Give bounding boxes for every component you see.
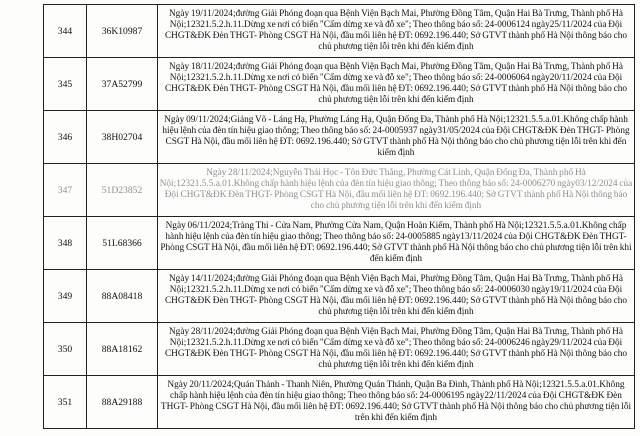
table-row — [44, 323, 635, 376]
violation-description: Ngày 19/11/2024;đường Giải Phóng đoạn qua Bệnh Viện Bạch Mai, Phường Đồng Tâm, Quận Hai Bà Trưng, Thành phố Hà Nội;12321.5.2.h.11.Dừng xe nơi có biển "Cấm dừng xe và đỗ xe"; Theo thông báo số: 24-0006124 ngày25/11/2024 của Đội CHGT&ĐK Đèn THGT- Phòng CSGT Hà Nội, đầu mối liên hệ ĐT: 0692.196.440; Sở GTVT thành phố Hà Nội thông báo cho chủ phương tiện lỗi trên khi đến kiểm định — [158, 5, 635, 58]
violation-description: Ngày 20/11/2024;Quán Thánh - Thanh Niên, Phường Quán Thánh, Quận Ba Đình, Thành phố Hà Nội;12321.5.5.a.01.Không chấp hành hiệu lệnh của đèn tín hiệu giao thông; Theo thông báo số: 24-0006195 ngày22/11/2024 của Đội CHGT&ĐK Đèn THGT- Phòng CSGT Hà Nội, đầu mối liên hệ ĐT: 0692.196.440; Sở GTVT thành phố Hà Nội thông báo cho chủ phương tiện lỗi trên khi đến kiểm định — [158, 376, 635, 429]
violation-description: Ngày 28/11/2024;Nguyễn Thái Học - Tôn Đức Thắng, Phường Cát Linh, Quận Đống Đa, Thành phố Hà Nội;12321.5.5.a.01.Không chấp hành hiệu lệnh của đèn tín hiệu giao thông; Theo thông báo số: 24-0006270 ngày03/12/2024 của Đội CHGT&ĐK Đèn THGT- Phòng CSGT Hà Nội, đầu mối liên hệ ĐT: 0692.196.440; Sở GTVT thành phố Hà Nội thông báo cho chủ phương tiện lỗi trên khi đến kiểm định — [158, 164, 635, 217]
table-row — [44, 5, 635, 58]
row-number: 348 — [44, 217, 87, 270]
table-row — [44, 270, 635, 323]
violation-description: Ngày 18/11/2024;đường Giải Phóng đoạn qua Bệnh Viện Bạch Mai, Phường Đồng Tâm, Quận Hai Bà Trưng, Thành phố Hà Nội;12321.5.2.h.11.Dừng xe nơi có biển "Cấm dừng xe và đỗ xe"; Theo thông báo số: 24-0006064 ngày20/11/2024 của Đội CHGT&ĐK Đèn THGT- Phòng CSGT Hà Nội, đầu mối liên hệ ĐT: 0692.196.440; Sở GTVT thành phố Hà Nội thông báo cho chủ phương tiện lỗi trên khi đến kiểm định — [158, 58, 635, 111]
violation-description: Ngày 28/11/2024;đường Giải Phóng đoạn qua Bệnh Viện Bạch Mai, Phường Đồng Tâm, Quận Hai Bà Trưng, Thành phố Hà Nội;12321.5.2.h.11.Dừng xe nơi có biển "Cấm dừng xe và đỗ xe"; Theo thông báo số: 24-0006246 ngày29/11/2024 của Đội CHGT&ĐK Đèn THGT- Phòng CSGT Hà Nội, đầu mối liên hệ ĐT: 0692.196.440; Sở GTVT thành phố Hà Nội thông báo cho chủ phương tiện lỗi trên khi đến kiểm định — [158, 323, 635, 376]
table-row — [44, 376, 635, 429]
violation-description: Ngày 09/11/2024;Giảng Võ - Láng Hạ, Phường Láng Hạ, Quận Đống Đa, Thành phố Hà Nội;12321.5.5.a.01.Không chấp hành hiệu lệnh của đèn tín hiệu giao thông; Theo thông báo số: 24-0005937 ngày31/05/2024 của Đội CHGT&ĐK Đèn THGT- Phòng CSGT Hà Nội, đầu mối liên hệ ĐT: 0692.196.440; Sở GTVT thành phố Hà Nội thông báo cho chủ phương tiện lỗi trên khi đến kiểm định — [158, 111, 635, 164]
table-row — [44, 111, 635, 164]
license-plate: 51D23852 — [87, 164, 158, 217]
table-row — [44, 58, 635, 111]
row-number: 349 — [44, 270, 87, 323]
license-plate: 88A18162 — [87, 323, 158, 376]
violation-description: Ngày 14/11/2024;đường Giải Phóng đoạn qua Bệnh Viện Bạch Mai, Phường Đồng Tâm, Quận Hai Bà Trưng, Thành phố Hà Nội;12321.5.2.h.11.Dừng xe nơi có biển "Cấm dừng xe và đỗ xe"; Theo thông báo số: 24-0006030 ngày19/11/2024 của Đội CHGT&ĐK Đèn THGT- Phòng CSGT Hà Nội, đầu mối liên hệ ĐT: 0692.196.440; Sở GTVT thành phố Hà Nội thông báo cho chủ phương tiện lỗi trên khi đến kiểm định — [158, 270, 635, 323]
license-plate: 88A29188 — [87, 376, 158, 429]
license-plate: 38H02704 — [87, 111, 158, 164]
license-plate: 36K10987 — [87, 5, 158, 58]
table-row — [44, 164, 635, 217]
row-number: 351 — [44, 376, 87, 429]
license-plate: 37A52799 — [87, 58, 158, 111]
row-number: 347 — [44, 164, 87, 217]
row-number: 346 — [44, 111, 87, 164]
violations-table-body — [44, 5, 635, 429]
license-plate: 88A08418 — [87, 270, 158, 323]
row-number: 345 — [44, 58, 87, 111]
table-row — [44, 217, 635, 270]
row-number: 350 — [44, 323, 87, 376]
violations-table — [43, 4, 635, 429]
row-number: 344 — [44, 5, 87, 58]
license-plate: 51L68366 — [87, 217, 158, 270]
violation-description: Ngày 06/11/2024;Tràng Thi - Cửa Nam, Phường Cửa Nam, Quận Hoàn Kiếm, Thành phố Hà Nội;12321.5.5.a.01.Không chấp hành hiệu lệnh của đèn tín hiệu giao thông; Theo thông báo số: 24-0005885 ngày13/11/2024 của Đội CHGT&ĐK Đèn THGT- Phòng CSGT Hà Nội, đầu mối liên hệ ĐT: 0692.196.440; Sở GTVT thành phố Hà Nội thông báo cho chủ phương tiện lỗi trên khi đến kiểm định — [158, 217, 635, 270]
